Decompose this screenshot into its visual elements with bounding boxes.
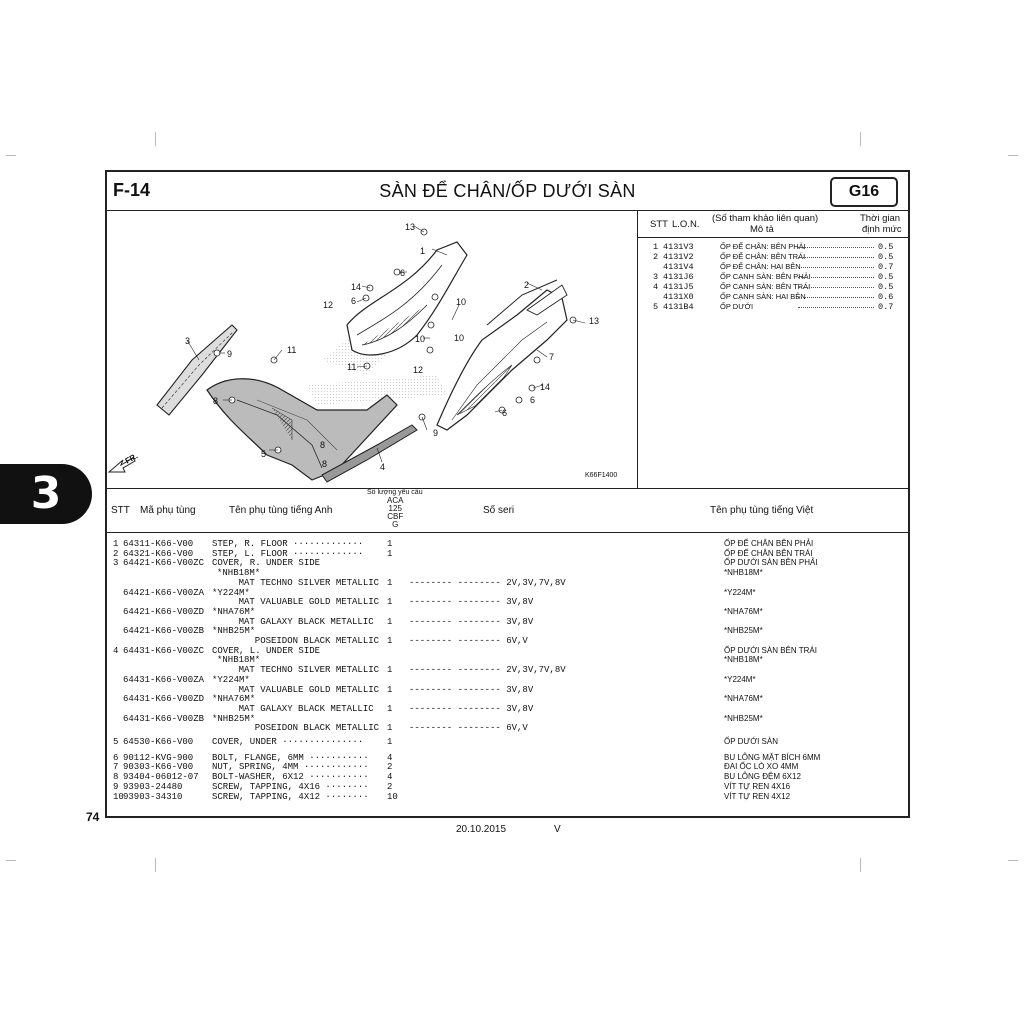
- ref-time: 0.7: [878, 262, 894, 272]
- parts-row: [107, 607, 908, 617]
- part-name-en: MAT GALAXY BLACK METALLIC: [217, 703, 374, 714]
- parts-row: [107, 539, 908, 549]
- part-name-en: BOLT-WASHER, 6X12 ···········: [212, 772, 369, 783]
- ref-code: 4131J5: [663, 282, 694, 292]
- callout: 11: [287, 345, 297, 355]
- ref-time: 0.6: [878, 292, 894, 302]
- page-header: [107, 172, 908, 211]
- callout: 3: [185, 336, 191, 346]
- part-qty: 2: [387, 781, 393, 792]
- ref-header-desc2: Mô tả: [750, 224, 774, 235]
- part-name-en: *NHA76M*: [212, 606, 256, 617]
- ref-stt: 2: [653, 252, 659, 262]
- callout: 10: [454, 333, 465, 343]
- ref-header-lon: L.O.N.: [672, 219, 700, 230]
- part-qty: 1: [387, 703, 393, 714]
- callout: 14: [540, 382, 551, 392]
- part-name-vn: *NHB18M*: [724, 655, 763, 665]
- part-name-en: STEP, R. FLOOR ·············: [212, 539, 364, 549]
- ref-time: 0.5: [878, 282, 894, 292]
- part-name-en: *Y224M*: [212, 587, 250, 598]
- parts-row: [107, 694, 908, 704]
- parts-table-header: [107, 488, 908, 533]
- ref-desc: ỐP DƯỚI: [720, 302, 754, 311]
- callout: 6: [351, 296, 357, 306]
- page-title: SÀN ĐỂ CHÂN/ỐP DƯỚI SÀN: [379, 181, 636, 201]
- part-stt: 4: [113, 645, 119, 656]
- labor-time-row: [638, 242, 908, 252]
- part-serial: -------- -------- 3V,8V: [409, 703, 534, 714]
- leader-dots: [798, 287, 874, 288]
- ref-desc: ỐP CẠNH SÀN: HAI BÊN: [720, 292, 806, 301]
- part-name-vn: *NHA76M*: [724, 606, 763, 616]
- part-name-vn: ỐP ĐỂ CHÂN BÊN TRÁI: [724, 548, 813, 558]
- figure-code: F-14: [113, 180, 151, 200]
- ref-code: 4131X0: [663, 292, 694, 302]
- part-serial: -------- -------- 2V,3V,7V,8V: [409, 665, 566, 676]
- part-serial: -------- -------- 3V,8V: [409, 684, 534, 695]
- callout: 7: [549, 352, 555, 362]
- labor-time-header: [638, 210, 908, 238]
- part-name-en: SCREW, TAPPING, 4X16 ········: [212, 781, 369, 792]
- part-number: 93404-06012-07: [123, 772, 199, 783]
- catalog-page: [105, 170, 910, 818]
- part-name-en: MAT VALUABLE GOLD METALLIC: [217, 597, 380, 608]
- part-name-vn: *NHA76M*: [724, 694, 763, 704]
- ref-time: 0.7: [878, 302, 894, 312]
- part-name-en: MAT GALAXY BLACK METALLIC: [217, 616, 374, 627]
- part-serial: -------- -------- 3V,8V: [409, 597, 534, 608]
- parts-row: [107, 792, 908, 802]
- crop-mark: [1008, 860, 1018, 861]
- part-stt: 7: [113, 762, 119, 773]
- ref-desc: ỐP ĐỂ CHÂN: HAI BÊN: [720, 262, 801, 271]
- parts-row: [107, 597, 908, 607]
- leader-dots: [798, 247, 874, 248]
- crop-mark: [6, 155, 16, 156]
- crop-mark: [860, 132, 861, 146]
- part-qty: 1: [387, 665, 393, 676]
- callout: 6: [400, 268, 406, 278]
- part-stt: 1: [113, 539, 119, 549]
- part-name-en: COVER, R. UNDER SIDE: [212, 558, 321, 569]
- ref-desc: ỐP CẠNH SÀN: BÊN TRÁI: [720, 282, 811, 291]
- ref-code: 4131V4: [663, 262, 694, 272]
- part-qty: 1: [387, 737, 393, 747]
- ref-header-time2: định mức: [862, 224, 902, 235]
- part-name-vn: *Y224M*: [724, 587, 756, 597]
- figure-code-label: K66F1400: [585, 472, 618, 479]
- fr-label: FR.: [123, 451, 140, 466]
- part-name-vn: *NHB18M*: [724, 568, 763, 578]
- part-name-en: MAT TECHNO SILVER METALLIC: [217, 665, 380, 676]
- labor-time-panel: [638, 210, 908, 489]
- part-name-en: MAT TECHNO SILVER METALLIC: [217, 577, 380, 588]
- part-name-en: *Y224M*: [212, 674, 250, 685]
- callout: 9: [433, 428, 439, 438]
- part-name-vn: ĐAI ỐC LÒ XO 4MM: [724, 762, 799, 772]
- part-number: 64421-K66-V00ZC: [123, 558, 205, 569]
- parts-row: [107, 636, 908, 646]
- callout: 6: [502, 408, 508, 418]
- section-tab: 3: [0, 464, 92, 524]
- ref-code: 4131B4: [663, 302, 694, 312]
- callout: 2: [524, 280, 530, 290]
- part-number: 64530-K66-V00: [123, 737, 194, 747]
- part-qty: 4: [387, 772, 393, 783]
- leader-dots: [798, 267, 874, 268]
- part-name-vn: ỐP ĐỂ CHÂN BÊN PHẢI: [724, 539, 814, 548]
- col-stt: STT: [111, 505, 130, 516]
- part-name-en: *NHB18M*: [217, 655, 261, 666]
- crop-mark: [155, 132, 156, 146]
- part-name-vn: *NHB25M*: [724, 713, 763, 723]
- labor-time-row: [638, 282, 908, 292]
- parts-row: [107, 655, 908, 665]
- ref-code: 4131J6: [663, 272, 694, 282]
- callout: 14: [351, 282, 362, 292]
- group-badge: G16: [830, 177, 898, 207]
- parts-row: [107, 714, 908, 724]
- col-part-no: Mã phụ tùng: [140, 505, 196, 516]
- callout: 12: [413, 365, 424, 375]
- col-qty-label: Số lượng yêu cầu: [367, 489, 423, 496]
- ref-header-desc: (Số tham khảo liên quan): [712, 213, 819, 224]
- part-name-en: *NHB18M*: [217, 568, 261, 579]
- labor-time-row: [638, 262, 908, 272]
- part-name-en: *NHA76M*: [212, 694, 256, 705]
- ref-desc: ỐP CẠNH SÀN: BÊN PHẢI: [720, 272, 811, 281]
- part-name-en: *NHB25M*: [212, 626, 256, 637]
- part-number: 64321-K66-V00: [123, 548, 194, 559]
- part-stt: 10: [113, 791, 124, 802]
- part-name-en: STEP, L. FLOOR ·············: [212, 548, 364, 559]
- part-serial: -------- -------- 6V,V: [409, 723, 528, 734]
- part-qty: 1: [387, 597, 393, 608]
- part-name-en: MAT VALUABLE GOLD METALLIC: [217, 684, 380, 695]
- part-serial: -------- -------- 2V,3V,7V,8V: [409, 577, 566, 588]
- ref-code: 4131V2: [663, 252, 694, 262]
- part-name-en: NUT, SPRING, 4MM ············: [212, 762, 369, 773]
- part-number: 93903-34310: [123, 791, 183, 802]
- ref-stt: 3: [653, 272, 659, 282]
- part-number: 93903-24480: [123, 781, 183, 792]
- part-qty: 1: [387, 539, 393, 549]
- leader-dots: [798, 277, 874, 278]
- part-qty: 2: [387, 762, 393, 773]
- ref-stt: 1: [653, 242, 659, 252]
- part-name-vn: ỐP DƯỚI SÀN BÊN PHẢI: [724, 558, 818, 568]
- col-qty-sub: ACA 125 CBF G: [387, 496, 404, 529]
- part-qty: 1: [387, 577, 393, 588]
- part-serial: -------- -------- 6V,V: [409, 636, 528, 646]
- part-name-vn: ỐP DƯỚI SÀN: [724, 737, 778, 746]
- part-stt: 9: [113, 781, 119, 792]
- ref-desc: ỐP ĐỂ CHÂN: BÊN TRÁI: [720, 252, 806, 261]
- diagram-drawing: [107, 210, 637, 488]
- part-name-en: SCREW, TAPPING, 4X12 ········: [212, 791, 369, 802]
- part-qty: 4: [387, 752, 393, 763]
- labor-time-row: [638, 302, 908, 312]
- labor-time-row: [638, 272, 908, 282]
- part-name-vn: *Y224M*: [724, 674, 756, 684]
- parts-row: [107, 568, 908, 578]
- part-stt: 8: [113, 772, 119, 783]
- ref-time: 0.5: [878, 242, 894, 252]
- callout: 13: [589, 316, 600, 326]
- parts-row: [107, 704, 908, 714]
- part-name-en: BOLT, FLANGE, 6MM ···········: [212, 752, 369, 763]
- part-number: 90112-KVG-900: [123, 752, 194, 763]
- callout: 8: [213, 396, 219, 406]
- part-number: 64431-K66-V00ZA: [123, 674, 205, 685]
- parts-row: [107, 626, 908, 636]
- ref-desc: ỐP ĐỂ CHÂN: BÊN PHẢI: [720, 242, 806, 251]
- parts-row: [107, 737, 908, 747]
- part-qty: 1: [387, 548, 393, 559]
- callout: 4: [380, 462, 386, 472]
- parts-row: [107, 772, 908, 782]
- callout: 10: [456, 297, 467, 307]
- parts-row: [107, 675, 908, 685]
- crop-mark: [155, 858, 156, 872]
- exploded-diagram: [107, 210, 638, 489]
- part-number: 64431-K66-V00ZB: [123, 713, 205, 724]
- parts-row: [107, 762, 908, 772]
- ref-stt: 4: [653, 282, 659, 292]
- part-qty: 1: [387, 636, 393, 646]
- ref-header-time: Thời gian: [860, 213, 901, 224]
- print-date: 20.10.2015: [456, 824, 507, 835]
- col-serial: Số seri: [483, 505, 515, 516]
- callout: 11: [347, 362, 357, 372]
- ref-time: 0.5: [878, 272, 894, 282]
- callout: 5: [261, 449, 267, 459]
- parts-row: [107, 617, 908, 627]
- part-name-vn: VÍT TỰ REN 4X12: [724, 791, 791, 801]
- part-name-vn: VÍT TỰ REN 4X16: [724, 781, 791, 791]
- part-number: 64311-K66-V00: [123, 539, 194, 549]
- callout: 10: [415, 334, 426, 344]
- crop-mark: [1008, 155, 1018, 156]
- callout: 6: [530, 395, 536, 405]
- parts-row: [107, 685, 908, 695]
- part-name-en: *NHB25M*: [212, 713, 256, 724]
- crop-mark: [860, 858, 861, 872]
- labor-time-row: [638, 292, 908, 302]
- parts-row: [107, 782, 908, 792]
- ref-header-stt: STT: [650, 219, 668, 230]
- part-stt: 3: [113, 558, 119, 569]
- callout: 9: [227, 349, 233, 359]
- part-name-vn: BU LÔNG MẶT BÍCH 6MM: [724, 752, 821, 762]
- part-name-vn: ỐP DƯỚI SÀN BÊN TRÁI: [724, 645, 817, 655]
- parts-row: [107, 588, 908, 598]
- part-name-vn: BU LÔNG ĐỆM 6X12: [724, 772, 801, 782]
- leader-dots: [798, 297, 874, 298]
- parts-row: [107, 578, 908, 588]
- part-number: 64431-K66-V00ZC: [123, 645, 205, 656]
- part-number: 90303-K66-V00: [123, 762, 194, 773]
- footer-mark: V: [554, 824, 561, 835]
- part-qty: 1: [387, 684, 393, 695]
- part-name-en: COVER, UNDER ···············: [212, 737, 364, 747]
- part-qty: 1: [387, 616, 393, 627]
- ref-time: 0.5: [878, 252, 894, 262]
- part-qty: 1: [387, 723, 393, 734]
- parts-row: [107, 646, 908, 656]
- part-name-en: POSEIDON BLACK METALLIC: [217, 636, 380, 646]
- parts-row: [107, 665, 908, 675]
- ref-stt: 5: [653, 302, 659, 312]
- callout: 12: [323, 300, 334, 310]
- crop-mark: [6, 860, 16, 861]
- part-number: 64421-K66-V00ZB: [123, 626, 205, 637]
- col-name-en: Tên phụ tùng tiếng Anh: [229, 505, 333, 516]
- labor-time-row: [638, 252, 908, 262]
- part-name-en: POSEIDON BLACK METALLIC: [217, 723, 380, 734]
- part-stt: 6: [113, 752, 119, 763]
- part-serial: -------- -------- 3V,8V: [409, 616, 534, 627]
- parts-row: [107, 558, 908, 568]
- callout: 8: [322, 459, 328, 469]
- part-number: 64421-K66-V00ZD: [123, 606, 205, 617]
- part-stt: 2: [113, 548, 119, 559]
- parts-row: [107, 723, 908, 733]
- callout: 13: [405, 222, 416, 232]
- ref-code: 4131V3: [663, 242, 694, 252]
- leader-dots: [798, 257, 874, 258]
- part-number: 64421-K66-V00ZA: [123, 587, 205, 598]
- part-number: 64431-K66-V00ZD: [123, 694, 205, 705]
- callout: 8: [320, 440, 326, 450]
- part-stt: 5: [113, 737, 119, 747]
- part-name-vn: *NHB25M*: [724, 626, 763, 636]
- leader-dots: [798, 307, 874, 308]
- part-name-en: COVER, L. UNDER SIDE: [212, 645, 321, 656]
- page-number: 74: [86, 810, 100, 824]
- col-name-vn: Tên phụ tùng tiếng Việt: [710, 505, 814, 516]
- part-qty: 10: [387, 791, 398, 802]
- callout: 1: [420, 246, 426, 256]
